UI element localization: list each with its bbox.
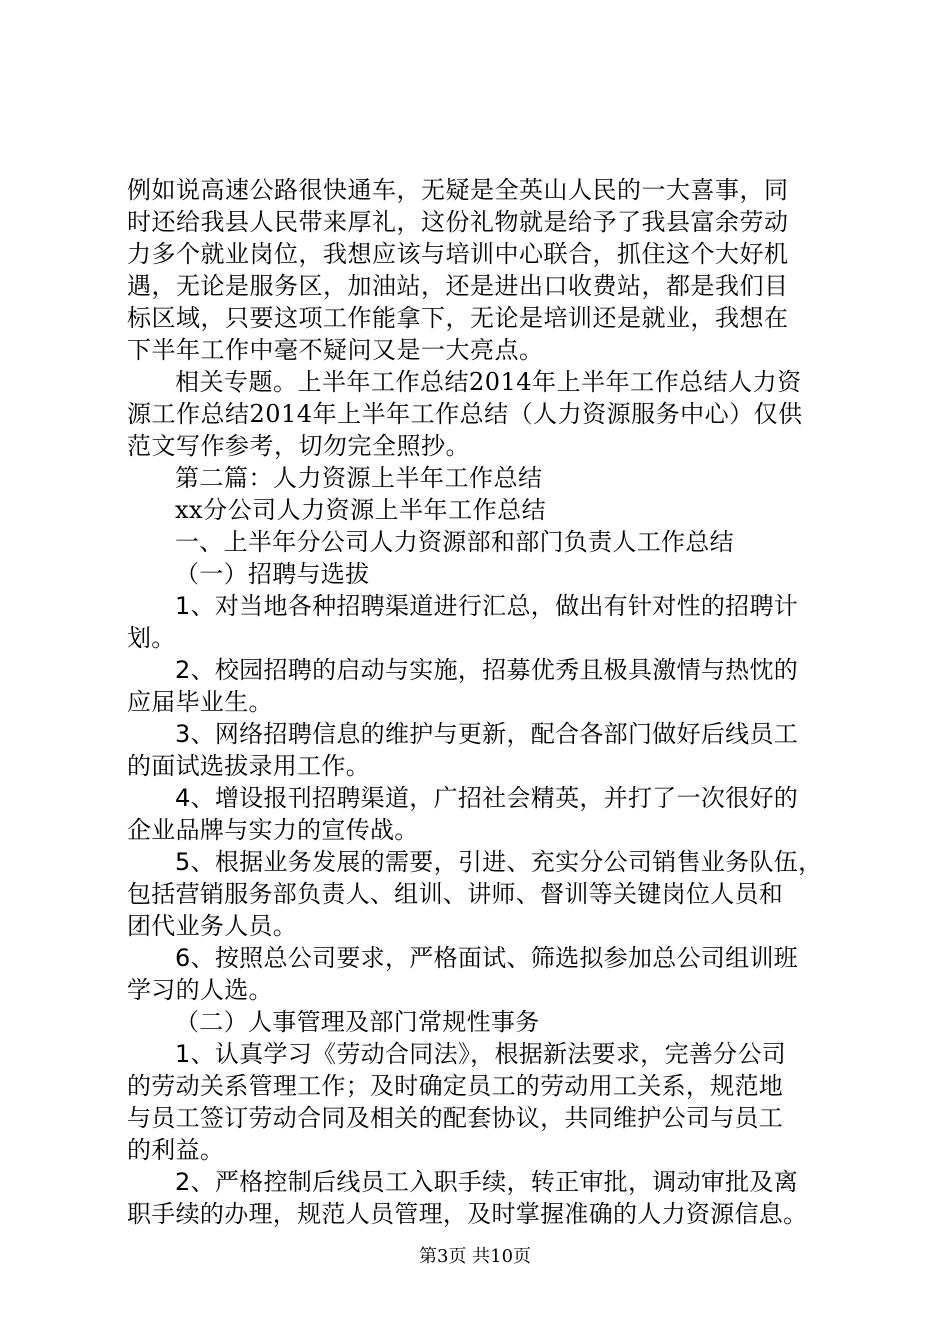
text-line: 3、网络招聘信息的维护与更新，配合各部门做好后线员工 <box>175 720 799 748</box>
text-line: 下半年工作中毫不疑问又是一大亮点。 <box>127 336 544 364</box>
text-line: 1、对当地各种招聘渠道进行汇总，做出有针对性的招聘计 <box>175 592 799 620</box>
paragraph <box>127 942 830 1006</box>
text-line: 与员工签订劳动合同及相关的配套协议，共同维护公司与员工 <box>127 1104 784 1132</box>
text-line: 的劳动关系管理工作；及时确定员工的劳动用工关系，规范地 <box>127 1072 784 1100</box>
paragraph <box>127 366 830 462</box>
text-line: 5、根据业务发展的需要，引进、充实分公司销售业务队伍， <box>175 848 823 876</box>
paragraph <box>127 718 830 782</box>
paragraph <box>127 846 830 942</box>
text-line: 1、认真学习《劳动合同法》，根据新法要求，完善分公司 <box>175 1040 787 1068</box>
text-line: （一）招聘与选拔 <box>175 560 370 588</box>
text-line: 团代业务人员。 <box>127 912 298 940</box>
document-body <box>127 174 830 1230</box>
text-line: 源工作总结2014年上半年工作总结（人力资源服务中心）仅供 <box>127 400 803 428</box>
paragraph <box>127 1038 830 1166</box>
text-line: 职手续的办理，规范人员管理，及时掌握准确的人力资源信息。 <box>127 1200 808 1228</box>
paragraph <box>127 462 830 494</box>
text-line: 2、严格控制后线员工入职手续，转正审批，调动审批及离 <box>175 1168 799 1196</box>
text-line: 学习的人选。 <box>127 976 273 1004</box>
paragraph <box>127 1006 830 1038</box>
text-line: 时还给我县人民带来厚礼，这份礼物就是给予了我县富余劳动 <box>127 208 789 236</box>
paragraph <box>127 1166 830 1230</box>
text-line: 包括营销服务部负责人、组训、讲师、督训等关键岗位人员和 <box>127 880 784 908</box>
text-line: 6、按照总公司要求，严格面试、筛选拟参加总公司组训班 <box>175 944 799 972</box>
text-line: 遇，无论是服务区，加油站，还是进出口收费站，都是我们目 <box>127 272 789 300</box>
text-line: 一、上半年分公司人力资源部和部门负责人工作总结 <box>175 528 734 556</box>
paragraph <box>127 494 830 526</box>
text-line: 的面试选拔录用工作。 <box>127 752 370 780</box>
text-line: 标区域，只要这项工作能拿下，无论是培训还是就业，我想在 <box>127 304 789 332</box>
text-line: 范文写作参考，切勿完全照抄。 <box>127 432 470 460</box>
text-line: 第二篇：人力资源上半年工作总结 <box>175 464 543 492</box>
paragraph <box>127 590 830 654</box>
text-line: 的利益。 <box>127 1136 225 1164</box>
paragraph <box>127 558 830 590</box>
text-line: 应届毕业生。 <box>127 688 273 716</box>
text-line: 4、增设报刊招聘渠道，广招社会精英，并打了一次很好的 <box>175 784 799 812</box>
paragraph <box>127 654 830 718</box>
text-line: 例如说高速公路很快通车，无疑是全英山人民的一大喜事，同 <box>127 176 789 204</box>
text-line: 划。 <box>127 624 176 652</box>
text-line: 企业品牌与实力的宣传战。 <box>127 816 419 844</box>
text-line: （二）人事管理及部门常规性事务 <box>175 1008 540 1036</box>
text-line: 力多个就业岗位，我想应该与培训中心联合，抓住这个大好机 <box>127 240 789 268</box>
paragraph <box>127 174 830 366</box>
text-line: 相关专题。上半年工作总结2014年上半年工作总结人力资 <box>175 368 802 396</box>
text-line: 2、校园招聘的启动与实施，招募优秀且极具激情与热忱的 <box>175 656 799 684</box>
page-footer: 第3页 共10页 <box>418 1246 532 1267</box>
paragraph <box>127 526 830 558</box>
text-line: xx分公司人力资源上半年工作总结 <box>175 496 547 524</box>
paragraph <box>127 782 830 846</box>
